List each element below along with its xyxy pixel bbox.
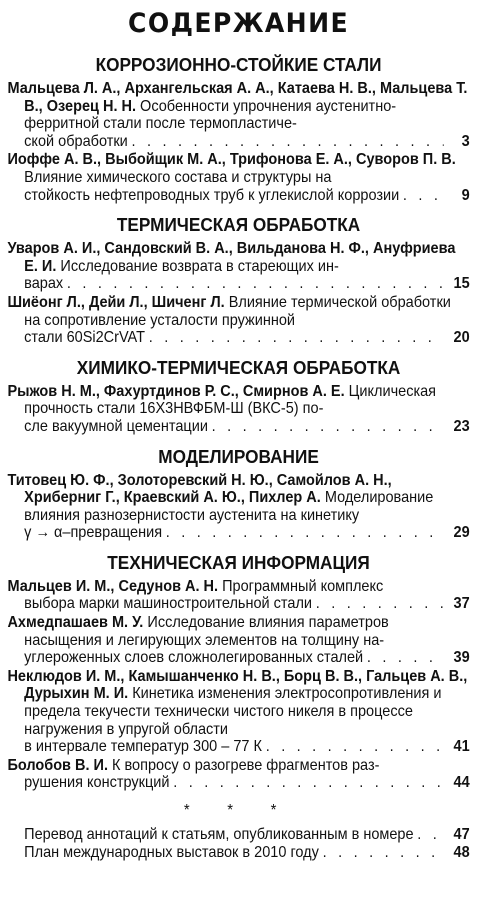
section-title: ТЕРМИЧЕСКАЯ ОБРАБОТКА: [116, 214, 361, 236]
entry-last-line: [24, 329, 469, 347]
entry-authors: Титовец Ю. Ф., Золоторевский Н. Ю., Самойлов А. Н., Хриберниг Г., Краевский А. Ю., Пихлер А.: [7, 471, 392, 507]
entry-authors: Рыжов Н. М., Фахуртдинов Р. С., Смирнов А. Е.: [7, 382, 345, 400]
page-title: СОДЕРЖАНИЕ: [128, 8, 350, 39]
entry-last-line: [24, 524, 469, 542]
toc-entry[interactable]: [7, 294, 469, 347]
entry-title: Влияние химического состава и структуры на: [24, 168, 332, 186]
page-number: 39: [453, 649, 470, 667]
toc-entry[interactable]: [7, 472, 469, 542]
page-number: 9: [461, 186, 470, 204]
section-modeling: [7, 446, 469, 542]
entry-title: Влияние термической обработки на сопротивление усталости пружинной: [24, 293, 451, 329]
dot-leader: [266, 738, 444, 756]
toc-entry[interactable]: [7, 383, 469, 436]
page-number: 20: [453, 329, 470, 347]
misc-entry[interactable]: [7, 844, 469, 862]
section-corrosion-resistant-steels: [7, 54, 469, 204]
dot-leader: [316, 595, 444, 613]
entry-authors: Ахмедпашаев М. У.: [7, 614, 144, 632]
entry-last-line: [24, 774, 469, 792]
entry-title: Циклическая прочность стали 16Х3НВФБМ-Ш (ВКС-5) по-: [24, 382, 437, 418]
entry-authors: Болобов В. И.: [7, 756, 108, 774]
section-title: ХИМИКО-ТЕРМИЧЕСКАЯ ОБРАБОТКА: [76, 356, 401, 378]
entry-authors: Иоффе А. В., Выбойщик М. А., Трифонова Е. А., Суворов П. В.: [7, 151, 456, 169]
separator-asterisks: * * *: [183, 802, 294, 819]
toc-entry[interactable]: [7, 668, 469, 756]
page-number: 37: [453, 595, 470, 613]
dot-leader: [173, 774, 443, 792]
toc-entry[interactable]: [7, 578, 469, 613]
page-number: 23: [453, 417, 470, 435]
entry-title-end: ской обработки: [24, 132, 128, 150]
dot-leader: [132, 133, 444, 151]
entry-last-line: [24, 275, 469, 293]
dot-leader: [212, 418, 444, 436]
toc-entry[interactable]: [7, 240, 469, 293]
entry-authors: Мальцев И. М., Седунов А. Н.: [7, 577, 219, 595]
section-title: МОДЕЛИРОВАНИЕ: [158, 445, 319, 467]
entry-title: Особенности упрочнения аустенитно-ферритной стали после термопластиче-: [24, 97, 397, 133]
page-number: 15: [453, 275, 470, 293]
entry-last-line: [24, 133, 469, 151]
toc-entry[interactable]: [7, 757, 469, 792]
toc-entry[interactable]: [7, 614, 469, 667]
dot-leader: [403, 187, 444, 205]
dot-leader: [323, 844, 444, 862]
entry-title-end: План международных выставок в 2010 году: [24, 844, 319, 861]
entry-last-line: [24, 187, 469, 205]
entry-last-line: [24, 649, 469, 667]
page-number: 48: [453, 844, 470, 861]
toc-entry[interactable]: [7, 80, 469, 150]
entry-title-end: углероженных слоев сложнолегированных сталей: [24, 649, 364, 667]
dot-leader: [149, 329, 444, 347]
entry-authors: Мальцева Л. А., Архангельская А. А., Катаева Н. В., Мальцева Т. В., Озерец Н. Н.: [7, 80, 468, 115]
entry-title-end: выбора марки машиностроительной стали: [24, 595, 313, 613]
page-number: 47: [453, 826, 470, 843]
entry-title-end: рушения конструкций: [24, 774, 170, 792]
entry-authors: Неклюдов И. М., Камышанченко Н. В., Борц В. В., Гальцев А. В., Дурыхин М. И.: [7, 667, 468, 703]
entry-title-end: стойкость нефтепроводных труб к углекислой коррозии: [24, 186, 400, 204]
entry-title-end: сле вакуумной цементации: [24, 417, 208, 435]
entry-last-line: [24, 418, 469, 436]
section-chemical-heat-treatment: [7, 357, 469, 436]
dot-leader: [417, 826, 443, 844]
entry-authors: Уваров А. И., Сандовский В. А., Вильданова Н. Ф., Ануфриева Е. И.: [7, 240, 456, 275]
entry-title-end: варах: [24, 275, 64, 293]
entry-title: Программный комплекс: [222, 577, 384, 595]
section-title: КОРРОЗИОННО-СТОЙКИЕ СТАЛИ: [95, 54, 382, 75]
section-technical-information: [7, 552, 469, 792]
entry-last-line: [24, 826, 469, 844]
entry-title-end: в интервале температур 300 – 77 К: [24, 738, 262, 756]
entry-last-line: [24, 844, 469, 862]
entry-title: Исследование влияния параметров насыщения и легирующих элементов на толщину на-: [24, 614, 389, 649]
page-number: 3: [461, 132, 470, 150]
page-number: 41: [453, 738, 470, 756]
entry-title: Моделирование влияния разнозернистости аустенита на кинетику: [24, 489, 434, 524]
entry-title-end: Перевод аннотаций к статьям, опубликованным в номере: [24, 826, 414, 843]
toc-entry[interactable]: [7, 151, 469, 204]
entry-title: К вопросу о разогреве фрагментов раз-: [112, 756, 380, 774]
dot-leader: [166, 524, 444, 542]
section-title: ТЕХНИЧЕСКАЯ ИНФОРМАЦИЯ: [107, 551, 370, 573]
entry-title: Кинетика изменения электросопротивления и предела текучести технически чистого никеля в процессе нагружения в упругой области: [24, 685, 442, 738]
misc-entry[interactable]: [7, 826, 469, 844]
entry-last-line: [24, 595, 469, 613]
entry-authors: Шиёонг Л., Дейи Л., Шиченг Л.: [7, 293, 225, 311]
entry-title-end: γ → α–превращения: [24, 524, 163, 542]
section-heat-treatment: [7, 214, 469, 347]
entry-title: Исследование возврата в стареющих ин-: [60, 257, 339, 275]
dot-leader: [367, 649, 444, 667]
dot-leader: [67, 275, 444, 293]
entry-last-line: [24, 738, 469, 756]
page-number: 44: [453, 774, 470, 792]
page-number: 29: [453, 524, 470, 542]
entry-title-end: стали 60Si2CrVAT: [24, 329, 146, 347]
